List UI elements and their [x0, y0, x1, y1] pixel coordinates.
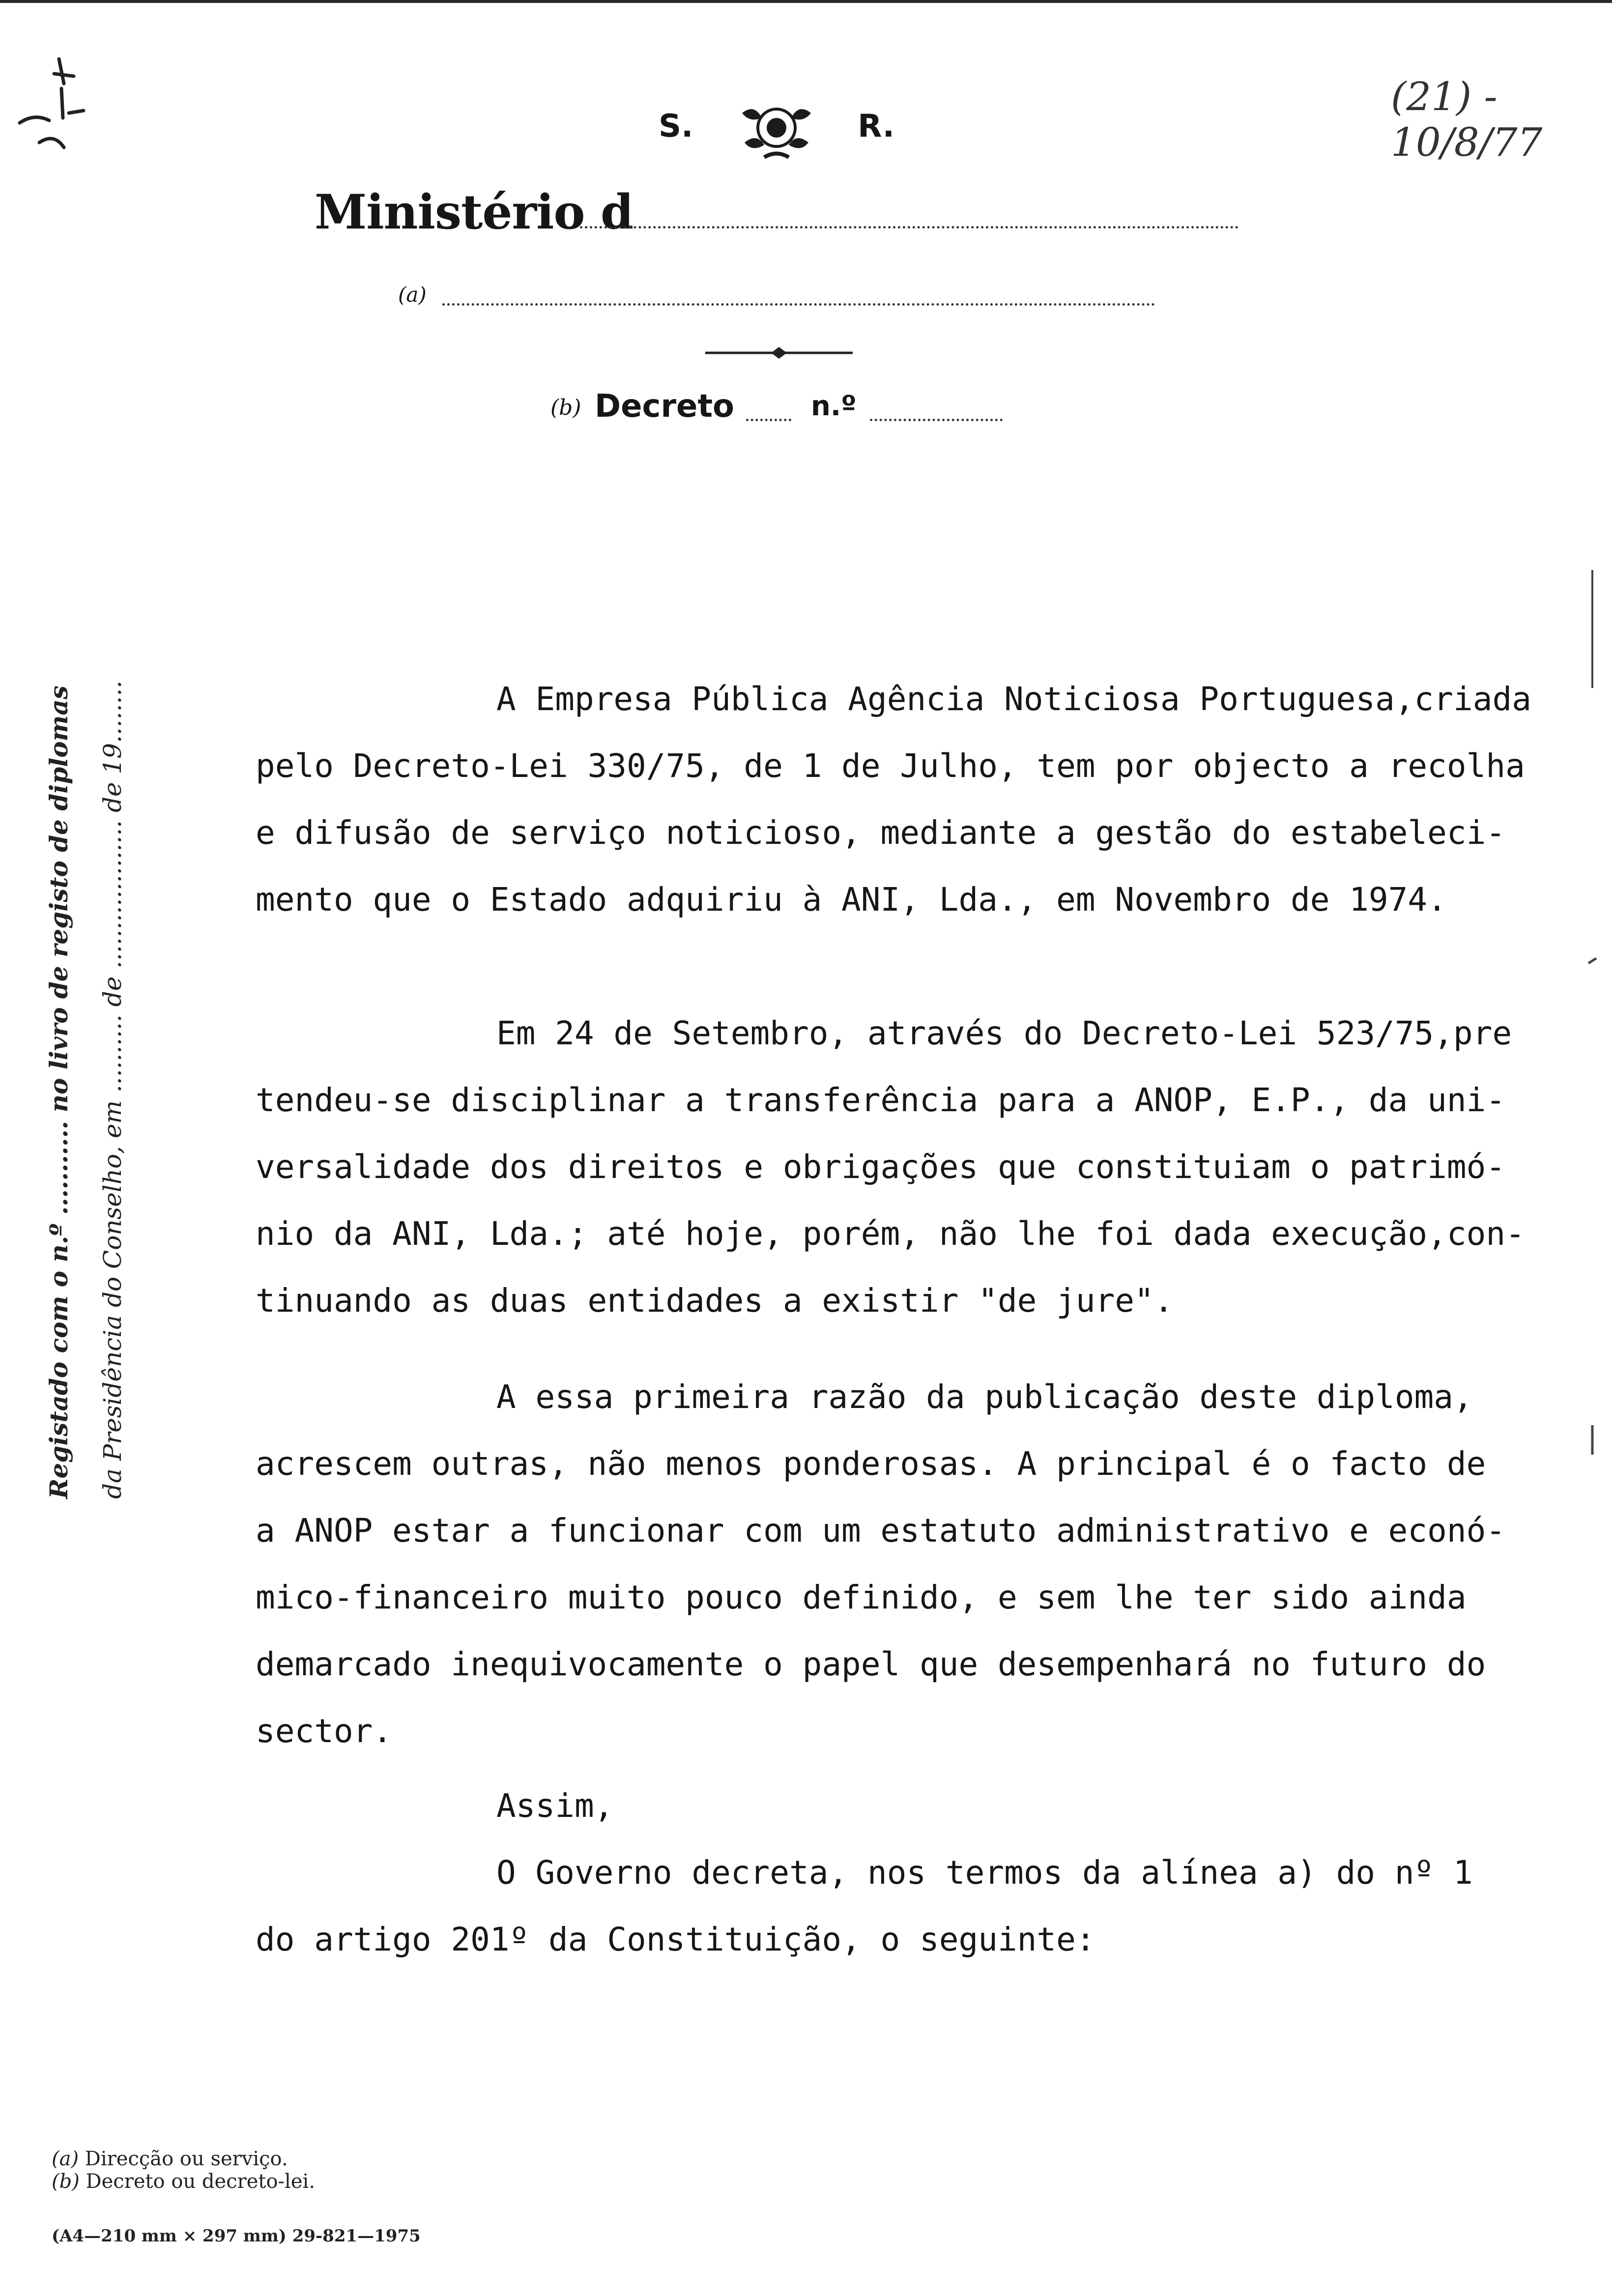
- margin-registration-line: Registado com o n.º ........... no livro de registo de diplomas: [44, 685, 73, 1499]
- paragraph-line: a ANOP estar a funcionar com um estatuto administrativo e econó-: [256, 1512, 1506, 1550]
- paragraph-line: nio da ANI, Lda.; até hoje, porém, não lhe foi dada execução,con-: [256, 1215, 1525, 1253]
- paragraph-line: A Empresa Pública Agência Noticiosa Portuguesa,criada: [496, 680, 1531, 718]
- paragraph-line: mento que o Estado adquiriu à ANI, Lda., em Novembro de 1974.: [256, 881, 1447, 918]
- header-r-letter: R.: [858, 108, 894, 144]
- paragraph-line: tendeu-se disciplinar a transferência para a ANOP, E.P., da uni-: [256, 1081, 1506, 1119]
- diamond-divider-icon: [705, 343, 853, 363]
- decree-number-dotted-line: [870, 419, 1003, 421]
- decree-number-label: n.º: [811, 390, 857, 422]
- paragraph-line: mico-financeiro muito pouco definido, e sem lhe ter sido ainda: [256, 1578, 1467, 1616]
- republic-header: [659, 93, 894, 167]
- scan-edge-marks-icon: [1583, 541, 1602, 1769]
- paragraph-line: pelo Decreto-Lei 330/75, de 1 de Julho, tem por objecto a recolha: [256, 747, 1525, 785]
- paragraph-line: sector.: [256, 1712, 393, 1750]
- form-code: (A4—210 mm × 297 mm) 29-821—1975: [52, 2226, 421, 2246]
- assim-line: Assim,: [496, 1787, 614, 1825]
- top-edge-rule: [0, 0, 1612, 3]
- margin-presidency-line: da Presidência do Conselho, em .......... de ................... de 19........: [98, 680, 127, 1499]
- decreta-line: do artigo 201º da Constituição, o seguinte:: [256, 1921, 1095, 1958]
- decree-b-label: (b): [550, 395, 581, 420]
- paragraph-line: A essa primeira razão da publicação deste diploma,: [496, 1378, 1473, 1416]
- footnote-letter: (b): [52, 2170, 80, 2193]
- header-s-letter: S.: [659, 108, 693, 144]
- footnote-text: Direcção ou serviço.: [85, 2148, 288, 2170]
- paragraph-line: e difusão de serviço noticioso, mediante a gestão do estabeleci-: [256, 814, 1506, 852]
- footnote-text: Decreto ou decreto-lei.: [86, 2170, 316, 2193]
- service-field: [398, 283, 1155, 322]
- service-dotted-line: [442, 303, 1155, 306]
- paragraph-line: Em 24 de Setembro, através do Decreto-Lei 523/75,pre: [496, 1014, 1512, 1052]
- decree-type-dotted-line: [746, 419, 791, 421]
- handwritten-scribble-icon: [10, 29, 98, 157]
- ministry-field: [315, 184, 1238, 243]
- footnote-letter: (a): [52, 2148, 79, 2170]
- footnotes: [52, 2148, 315, 2193]
- ministry-label: Ministério d: [315, 184, 633, 240]
- paragraph-line: demarcado inequivocamente o papel que desempenhará no futuro do: [256, 1645, 1486, 1683]
- registration-margin-note: [39, 604, 147, 1499]
- handwritten-reference-note: (21) - 10/8/77: [1391, 74, 1543, 165]
- field-a-label: (a): [398, 283, 427, 307]
- ministry-dotted-line: [580, 226, 1238, 229]
- decreta-line: O Governo decreta, nos termos da alínea a) do nº 1: [496, 1854, 1473, 1892]
- footnote-item: [52, 2170, 315, 2193]
- paragraph-line: acrescem outras, não menos ponderosas. A principal é o facto de: [256, 1445, 1486, 1483]
- decree-field: [550, 388, 1042, 432]
- decree-body: [256, 666, 1553, 1973]
- paragraph-line: tinuando as duas entidades a existir "de jure".: [256, 1282, 1174, 1320]
- coat-of-arms-icon: [735, 93, 818, 162]
- paragraph-line: versalidade dos direitos e obrigações que constituiam o patrimó-: [256, 1148, 1506, 1186]
- footnote-item: [52, 2148, 315, 2170]
- decree-label: Decreto: [595, 388, 734, 425]
